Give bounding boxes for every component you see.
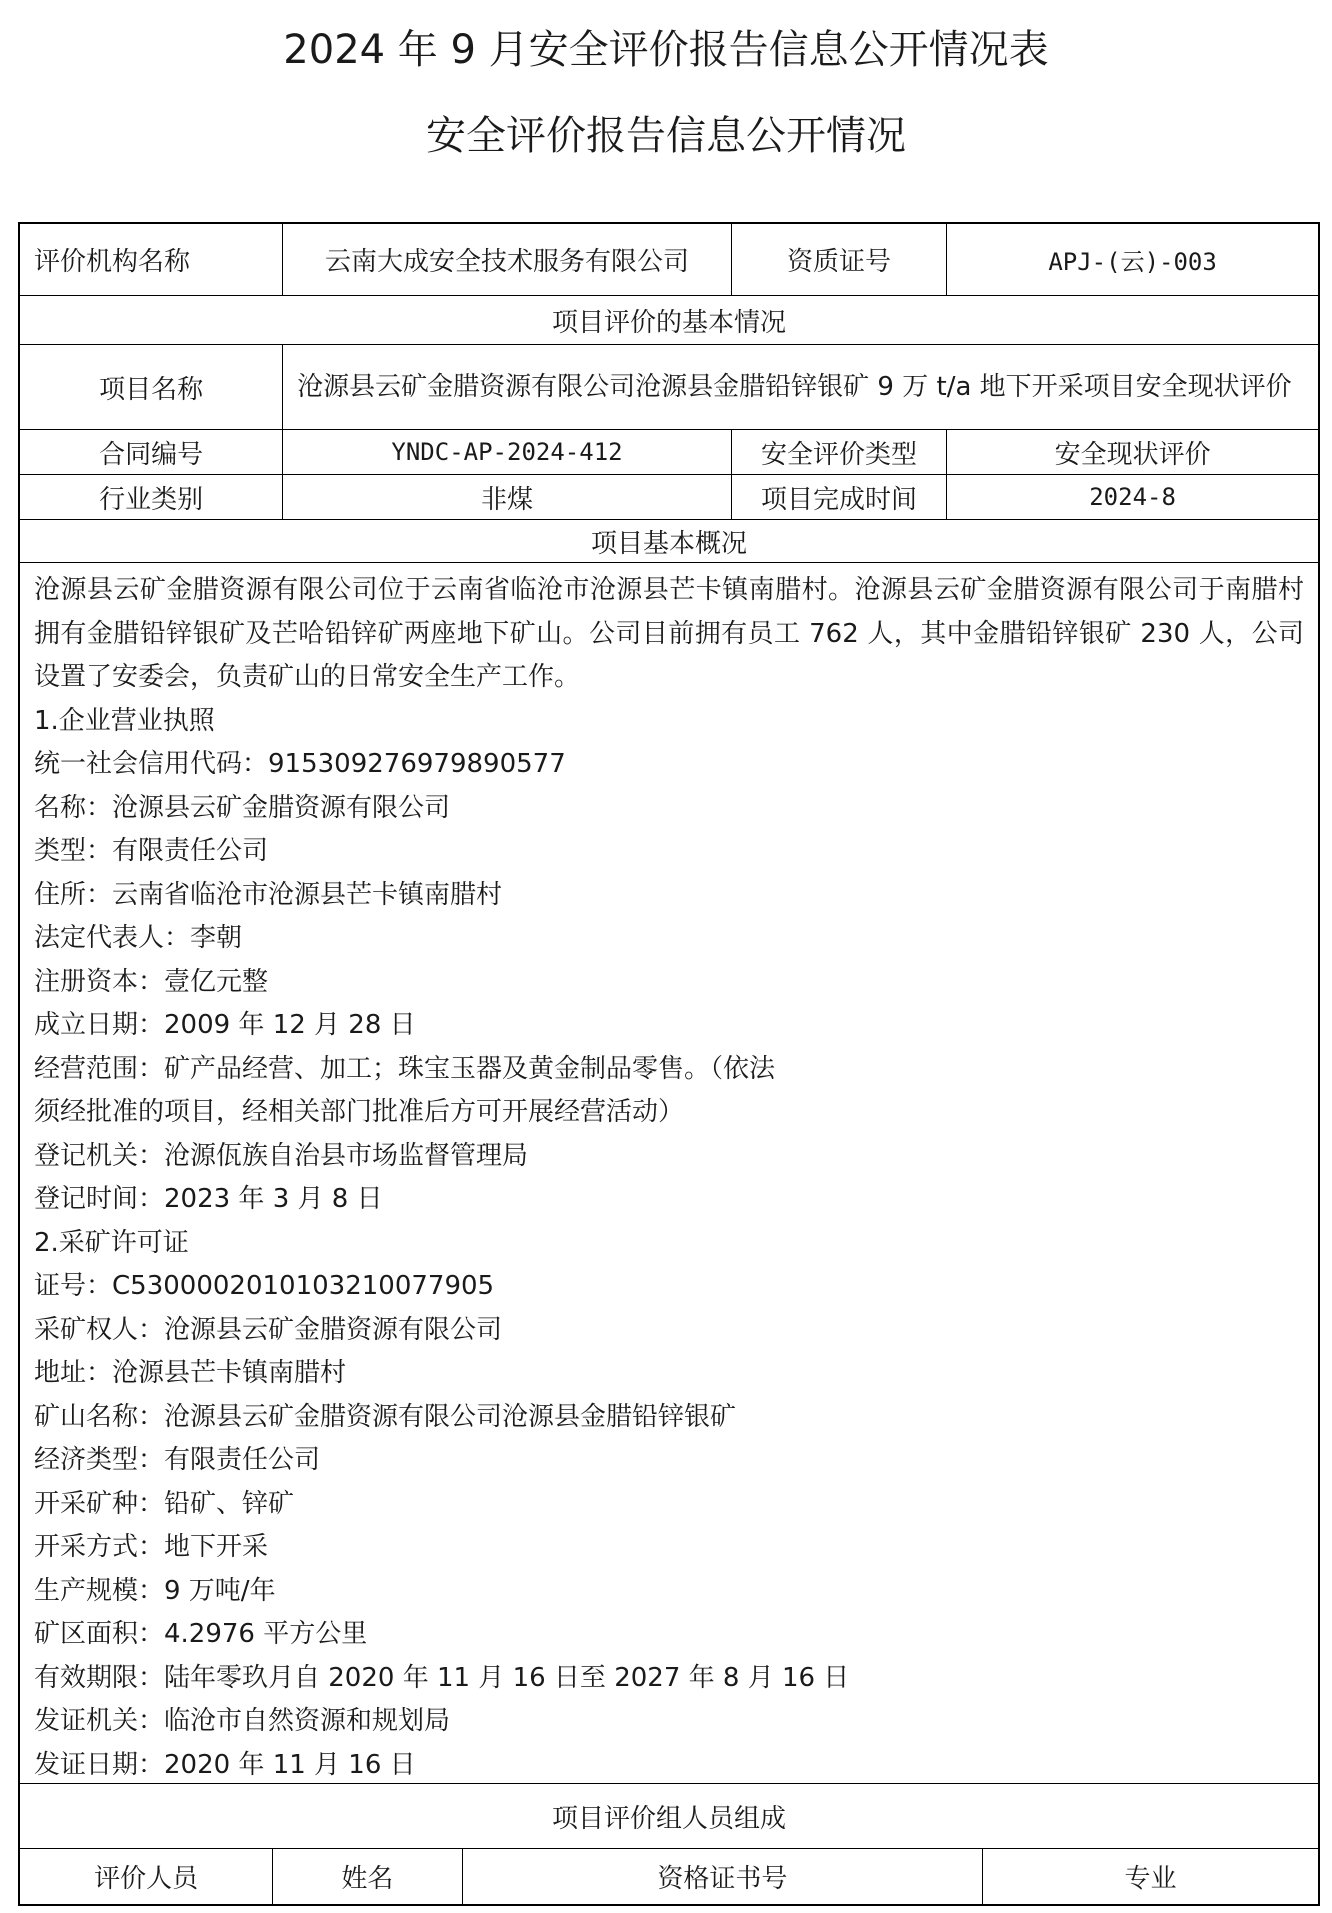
team-header: 项目评价组人员组成 — [551, 1803, 786, 1834]
contract-row — [20, 430, 1318, 475]
basic-info-header: 项目评价的基本情况 — [551, 307, 786, 338]
finish-time-label: 项目完成时间 — [732, 475, 947, 519]
overview-line: 1.企业营业执照 — [34, 705, 215, 736]
overview-line: 矿区面积：4.2976 平方公里 — [34, 1619, 368, 1649]
overview-line: 发证日期：2020 年 11 月 16 日 — [34, 1749, 416, 1780]
overview-line: 经济类型：有限责任公司 — [34, 1445, 321, 1475]
finish-time-value: 2024-8 — [1089, 483, 1176, 511]
overview-line: 发证机关：临沧市自然资源和规划局 — [34, 1706, 451, 1736]
overview-body — [20, 563, 1318, 1783]
overview-line: 有效期限：陆年零玖月自 2020 年 11 月 16 日至 2027 年 8 月 16 日 — [34, 1662, 850, 1693]
overview-line: 生产规模：9 万吨/年 — [34, 1575, 276, 1606]
overview-line: 采矿权人：沧源县云矿金腊资源有限公司 — [34, 1314, 503, 1345]
overview-line: 证号：C5300002010103210077905 — [34, 1271, 495, 1301]
overview-header-row — [20, 520, 1318, 563]
industry-row — [20, 475, 1318, 520]
org-label: 评价机构名称 — [20, 224, 283, 295]
team-col-specialty: 专业 — [1124, 1864, 1177, 1894]
overview-line: 矿山名称：沧源县云矿金腊资源有限公司沧源县金腊铅锌银矿 — [34, 1401, 737, 1432]
team-col-evaluator: 评价人员 — [20, 1849, 273, 1904]
team-col-cert-no: 资格证书号 — [463, 1849, 983, 1904]
overview-line: 类型：有限责任公司 — [34, 836, 269, 866]
overview-line: 统一社会信用代码：915309276979890577 — [34, 749, 566, 779]
team-col-name: 姓名 — [273, 1849, 462, 1904]
overview-line: 注册资本：壹亿元整 — [34, 966, 269, 997]
overview-line: 开采方式：地下开采 — [34, 1532, 269, 1562]
project-name-value: 沧源县云矿金腊资源有限公司沧源县金腊铅锌银矿 9 万 t/a 地下开采项目安全现状评价 — [297, 372, 1292, 402]
eval-type-value: 安全现状评价 — [1054, 439, 1211, 470]
overview-line: 名称：沧源县云矿金腊资源有限公司 — [34, 792, 451, 823]
overview-row — [20, 563, 1318, 1784]
overview-line: 成立日期：2009 年 12 月 28 日 — [34, 1010, 416, 1040]
overview-line: 住所：云南省临沧市沧源县芒卡镇南腊村 — [34, 879, 503, 910]
overview-header: 项目基本概况 — [590, 528, 747, 559]
overview-line: 地址：沧源县芒卡镇南腊村 — [34, 1358, 347, 1388]
overview-line: 经营范围：矿产品经营、加工；珠宝玉器及黄金制品零售。（依法 — [34, 1053, 776, 1084]
contract-label: 合同编号 — [20, 430, 283, 474]
contract-value: YNDC-AP-2024-412 — [283, 430, 732, 474]
cert-value: APJ-(云)-003 — [1048, 248, 1217, 276]
project-name-row — [20, 345, 1318, 430]
document-title: 2024 年 9 月安全评价报告信息公开情况表 — [283, 27, 1049, 73]
team-columns-row — [20, 1849, 1318, 1904]
overview-line: 2.采矿许可证 — [34, 1227, 189, 1258]
info-table — [18, 222, 1320, 1906]
project-name-label: 项目名称 — [20, 345, 283, 429]
org-row — [20, 224, 1318, 296]
org-value: 云南大成安全技术服务有限公司 — [283, 224, 732, 295]
overview-line: 开采矿种：铅矿、锌矿 — [34, 1488, 295, 1519]
document-subtitle: 安全评价报告信息公开情况 — [426, 113, 906, 159]
eval-type-label: 安全评价类型 — [732, 430, 947, 474]
overview-line: 登记机关：沧源佤族自治县市场监督管理局 — [34, 1140, 529, 1171]
overview-line: 须经批准的项目，经相关部门批准后方可开展经营活动） — [34, 1097, 685, 1127]
industry-label: 行业类别 — [20, 475, 283, 519]
cert-label: 资质证号 — [732, 224, 947, 295]
overview-intro: 沧源县云矿金腊资源有限公司位于云南省临沧市沧源县芒卡镇南腊村。沧源县云矿金腊资源有限公司于南腊村拥有金腊铅锌银矿及芒哈铅锌矿两座地下矿山。公司目前拥有员工 762 人，其中金腊铅锌银矿 230 人，公司设置了安委会，负责矿山的日常安全生产工作。 — [34, 575, 1304, 692]
team-header-row — [20, 1784, 1318, 1849]
basic-info-header-row — [20, 296, 1318, 345]
overview-line: 登记时间：2023 年 3 月 8 日 — [34, 1184, 383, 1214]
industry-value: 非煤 — [283, 475, 732, 519]
overview-line: 法定代表人：李朝 — [34, 923, 243, 953]
